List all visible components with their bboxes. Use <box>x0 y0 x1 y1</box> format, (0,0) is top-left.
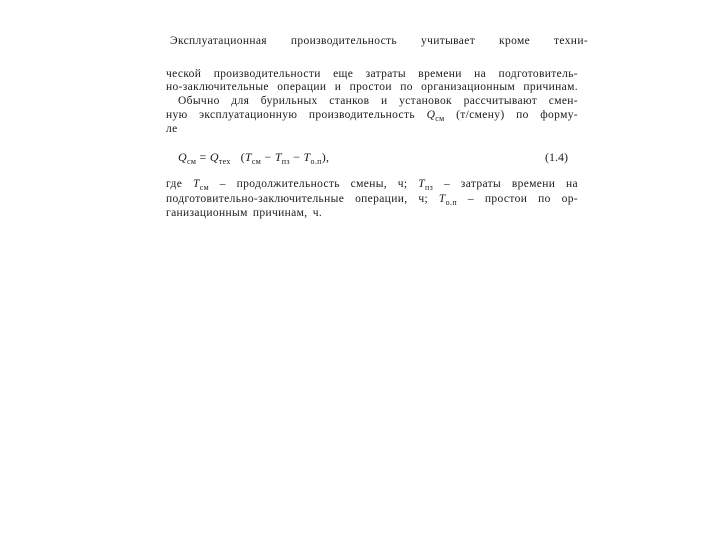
t-pz-symbol: $T_{пз}$ <box>418 178 434 192</box>
paragraph-2-line-3: ле <box>166 123 178 135</box>
formula-1-4 <box>178 150 568 166</box>
paragraph-3-line-3: ганизационным причинам, ч. <box>166 207 323 219</box>
q-sm-symbol: $Q_{см}$ <box>426 109 445 123</box>
paragraph-1-line-1: Эксплуатационная производительность учитывает кроме техни- <box>170 35 588 47</box>
paragraph-2-line-1: Обычно для бурильных станков и установок рассчитывают смен- <box>178 95 578 107</box>
paragraph-2-line-2 <box>166 109 578 122</box>
t-op-symbol: $T_{о.п}$ <box>438 193 458 207</box>
paragraph-1-line-2: ческой производительности еще затраты времени на подготовитель- <box>166 68 578 80</box>
paragraph-3-line-1: где $T_{см}$ – продолжительность смены, ч; $T_{пз}$ – затраты времени на <box>166 178 579 192</box>
paragraph-1-line-3: но-заключительные операции и простои по организационным причинам. <box>166 81 578 93</box>
formula-number: (1.4) <box>545 150 568 164</box>
paragraph-3-line-2: подготовительно-заключительные операции, ч; $T_{о.п}$ – простои по ор- <box>166 193 578 207</box>
paragraph-2-line-2-start: ную эксплуатационную производительность <box>166 109 415 121</box>
paragraph-2-line-2-end: (т/смену) по форму- <box>456 109 578 121</box>
t-sm-symbol: $T_{см}$ <box>192 178 210 192</box>
formula-expression: $Q_{см} = Q_{тех}$ $(T_{см} - T_{пз} - T_{о.п})$, <box>178 150 330 166</box>
